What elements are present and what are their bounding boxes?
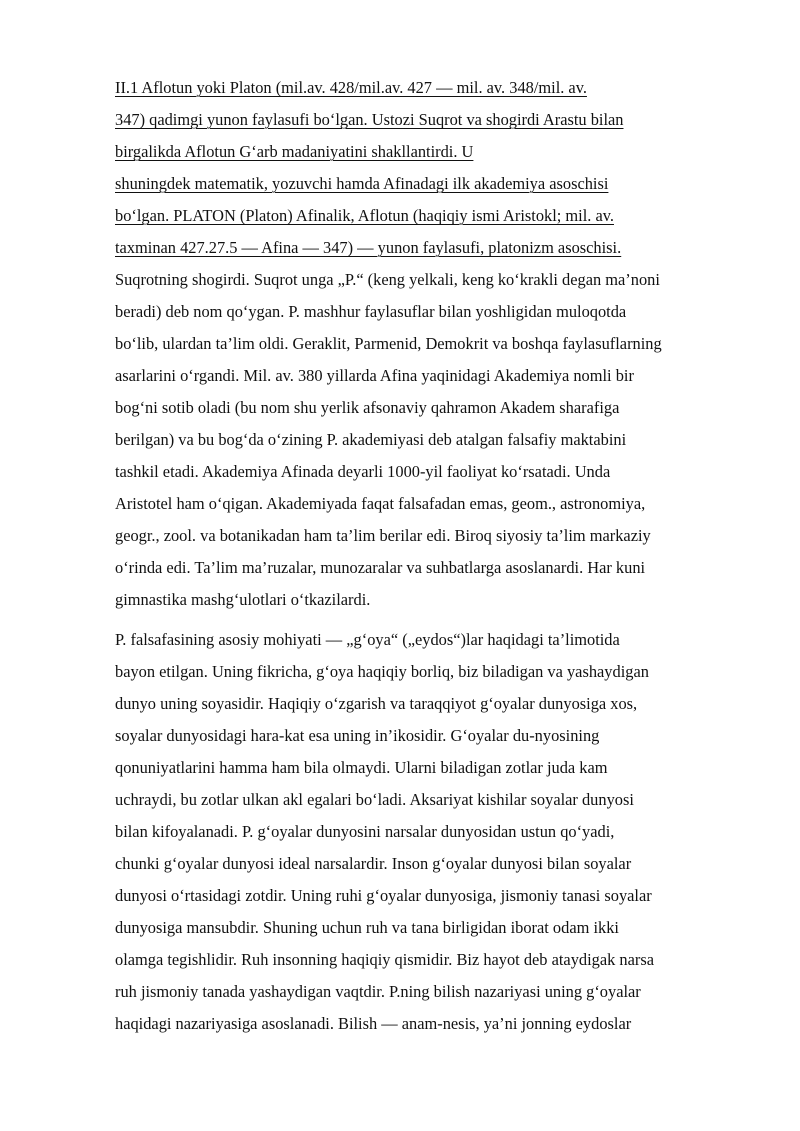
text-line: chunki g‘oyalar dunyosi ideal narsalardir. Inson g‘oyalar dunyosi bilan soyalar — [115, 854, 632, 873]
text-line: uchraydi, bu zotlar ulkan akl egalari bo‘ladi. Aksariyat kishilar soyalar dunyosi — [115, 790, 634, 809]
text-line: haqidagi nazariyasiga asoslanadi. Bilish — anam-nesis, ya’ni jonning eydoslar — [115, 1014, 632, 1033]
text-line: bilan kifoyalanadi. P. g‘oyalar dunyosini narsalar dunyosidan ustun qo‘yadi, — [115, 822, 615, 841]
text-line: ruh jismoniy tanada yashaydigan vaqtdir. P.ning bilish nazariyasi uning g‘oyalar — [115, 982, 641, 1001]
text-line: dunyosi o‘rtasidagi zotdir. Uning ruhi g‘oyalar dunyosiga, jismoniy tanasi soyalar — [115, 886, 652, 905]
text-line: olamga tegishlidir. Ruh insonning haqiqiy qismidir. Biz hayot deb ataydigak narsa — [115, 950, 654, 969]
text-line: o‘rinda edi. Ta’lim ma’ruzalar, munozaralar va suhbatlarga asoslanardi. Har kuni — [115, 558, 646, 577]
paragraph-philosophy — [115, 624, 745, 1040]
intro-line: II.1 Aflotun yoki Platon (mil.av. 428/mil.av. 427 — mil. av. 348/mil. av. — [115, 78, 587, 97]
text-line: bo‘lib, ulardan ta’lim oldi. Geraklit, Parmenid, Demokrit va boshqa faylasuflarning — [115, 334, 662, 353]
text-line: dunyosiga mansubdir. Shuning uchun ruh va tana birligidan iborat odam ikki — [115, 918, 619, 937]
text-line: asarlarini o‘rgandi. Mil. av. 380 yillarda Afina yaqinidagi Akademiya nomli bir — [115, 366, 634, 385]
text-line: qonuniyatlarini hamma ham bila olmaydi. Ularni biladigan zotlar juda kam — [115, 758, 608, 777]
intro-line: 347) qadimgi yunon faylasufi bo‘lgan. Ustozi Suqrot va shogirdi Arastu bilan — [115, 110, 624, 129]
intro-line: birgalikda Aflotun G‘arb madaniyatini shakllantirdi. U — [115, 142, 474, 161]
text-line: Aristotel ham o‘qigan. Akademiyada faqat falsafadan emas, geom., astronomiya, — [115, 494, 646, 513]
paragraph-gap — [115, 616, 745, 624]
text-line: dunyo uning soyasidir. Haqiqiy o‘zgarish va taraqqiyot g‘oyalar dunyosiga xos, — [115, 694, 638, 713]
text-line: gimnastika mashg‘ulotlari o‘tkazilardi. — [115, 590, 371, 609]
text-line: P. falsafasining asosiy mohiyati — „g‘oya“ („eydos“)lar haqidagi ta’limotida — [115, 630, 620, 649]
text-line: tashkil etadi. Akademiya Afinada deyarli 1000-yil faoliyat ko‘rsatadi. Unda — [115, 462, 611, 481]
text-line: geogr., zool. va botanikadan ham ta’lim berilar edi. Biroq siyosiy ta’lim markaziy — [115, 526, 651, 545]
paragraph-biography — [115, 264, 745, 616]
text-line: soyalar dunyosidagi hara-kat esa uning in’ikosidir. G‘oyalar du-nyosining — [115, 726, 600, 745]
intro-line: bo‘lgan. PLATON (Platon) Afinalik, Aflotun (haqiqiy ismi Aristokl; mil. av. — [115, 206, 614, 225]
text-line: bayon etilgan. Uning fikricha, g‘oya haqiqiy borliq, biz biladigan va yashaydigan — [115, 662, 649, 681]
text-line: bog‘ni sotib oladi (bu nom shu yerlik afsonaviy qahramon Akadem sharafiga — [115, 398, 620, 417]
intro-line: shuningdek matematik, yozuvchi hamda Afinadagi ilk akademiya asoschisi — [115, 174, 609, 193]
underlined-intro — [115, 72, 745, 264]
text-line: Suqrotning shogirdi. Suqrot unga „P.“ (keng yelkali, keng ko‘krakli degan ma’noni — [115, 270, 660, 289]
intro-line: taxminan 427.27.5 — Afina — 347) — yunon faylasufi, platonizm asoschisi. — [115, 238, 622, 257]
text-line: berilgan) va bu bog‘da o‘zining P. akademiyasi deb atalgan falsafiy maktabini — [115, 430, 627, 449]
document-page — [115, 72, 745, 1040]
text-line: beradi) deb nom qo‘ygan. P. mashhur faylasuflar bilan yoshligidan muloqotda — [115, 302, 627, 321]
